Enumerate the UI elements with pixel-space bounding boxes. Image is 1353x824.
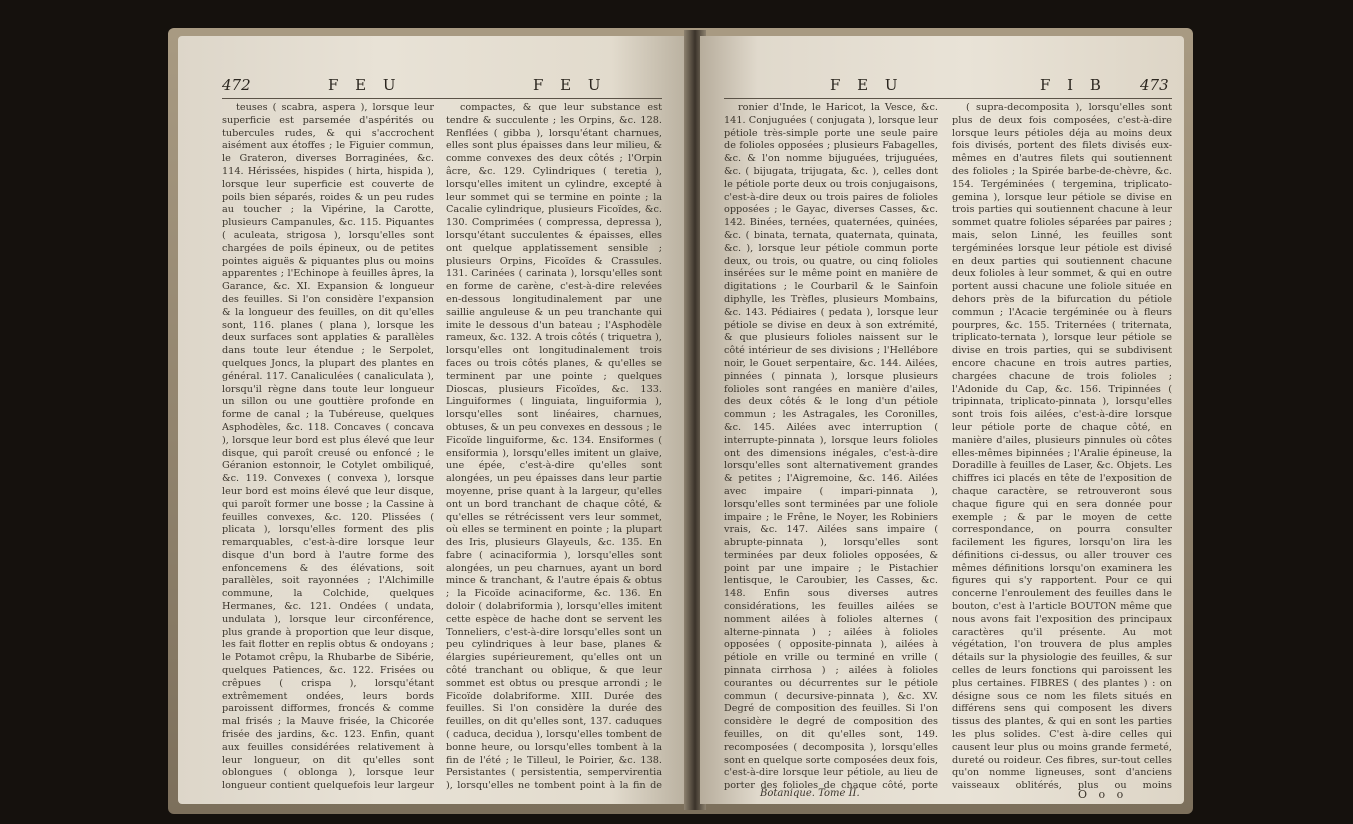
signature-mark: O o o <box>1078 788 1128 801</box>
footer-volume: Botanique. Tome II. <box>760 788 860 799</box>
right-page <box>700 36 1184 804</box>
left-running-head-1: F E U <box>328 76 402 94</box>
left-column-1 <box>222 102 434 792</box>
right-header-rule <box>724 98 1172 99</box>
left-column-1-text: teuses ( scabra, aspera ), lorsque leur superficie est parsemée d'aspérités ou tubercules rudes, & qui s'accrochent aisément aux étoffes ; le Figuier commun, le Grateron, diverses Borraginées, &c. 114. Hérissées, hispides ( hirta, hispida ), lorsque leur superficie est couverte de poils bien séparés, roides & un peu rudes au toucher ; la Vipérine, la Carotte, plusieurs Campanules, &c. 115. Piquantes ( aculeata, strigosa ), lorsqu'elles sont chargées de poils épineux, ou de petites pointes aiguës & piquantes plus ou moins apparentes ; l'Echinope à feuilles âpres, la Garance, &c. XI. Expansion & longueur des feuilles. Si l'on considère l'expansion & la longueur des feuilles, on dit qu'elles sont, 116. planes ( plana ), lorsque les deux surfaces sont applaties & parallèles dans toute leur étendue ; le Serpolet, quelques Joncs, la plupart des plantes en général. 117. Canaliculées ( canaliculata ), lorsqu'il règne dans toute leur longueur un sillon ou une gouttière profonde en forme de canal ; la Tubéreuse, quelques Asphodèles, &c. 118. Concaves ( concava ), lorsque leur bord est plus élevé que leur disque, qui paroît creusé ou enfoncé ; le Géranion estonnoir, le Cotylet ombiliqué, &c. 119. Convexes ( convexa ), lorsque leur bord est moins élevé que leur disque, qui paroît former une bosse ; la Cassine à feuilles convexes, &c. 120. Plissées ( plicata ), lorsqu'elles forment des plis remarquables, c'est-à-dire lorsque leur disque d'un bord à l'autre forme des enfoncemens & des élévations, soit parallèles, soit rayonnées ; l'Alchimille commune, la Colchide, quelques Hermanes, &c. 121. Ondées ( undata, undulata ), lorsque leur circonférence, plus grande à proportion que leur disque, les fait flotter en replis obtus & ondoyans ; le Potamot crêpu, la Rhubarbe de Sibérie, quelques Patiences, &c. 122. Frisées ou crêpues ( crispa ), lorsqu'étant extrêmement ondées, leurs bords paroissent difformes, froncés & comme mal frisés ; la Mauve frisée, la Chicorée frisée des jardins, &c. 123. Enfin, quant aux feuilles considérées relativement à leur longueur, on dit qu'elles sont oblongues ( oblonga ), lorsque leur longueur contient quelquefois leur largeur <box>222 102 434 792</box>
left-page-number: 472 <box>222 76 251 94</box>
right-column-1-text: ronier d'Inde, le Haricot, la Vesce, &c. 141. Conjuguées ( conjugata ), lorsque leur pétiole très-simple porte une seule paire de folioles opposées ; plusieurs Fabagelles, &c. & l'on nomme bijuguées, trijuguées, &c. ( bijugata, trijugata, &c. ), celles dont le pétiole porte deux ou trois conjugaisons, c'est-à-dire deux ou trois paires de folioles opposées ; le Gayac, diverses Casses, &c. 142. Binées, ternées, quaternées, quinées, &c. ( binata, ternata, quaternata, quinata, &c. ), lorsque leur pétiole commun porte deux, ou trois, ou quatre, ou cinq folioles insérées sur le même point en manière de digitations ; le Courbaril & le Sainfoin diphylle, les Trèfles, plusieurs Mombains, &c. 143. Pédiaires ( pedata ), lorsque leur pétiole se divise en deux à son extrémité, & que plusieurs folioles naissent sur le côté intérieur de ses divisions ; l'Hellébore noir, le Gouet serpentaire, &c. 144. Ailées, pinnées ( pinnata ), lorsque plusieurs folioles sont rangées en manière d'ailes, des deux côtés & le long d'un pétiole commun ; les Astragales, les Coronilles, &c. 145. Ailées avec interruption ( interrupte-pinnata ), lorsque leurs folioles ont des dimensions inégales, c'est-à-dire lorsqu'elles sont alternativement grandes & petites ; l'Aigremoine, &c. 146. Ailées avec impaire ( impari-pinnata ), lorsqu'elles sont terminées par une foliole impaire ; le Frêne, le Noyer, les Robiniers vrais, &c. 147. Ailées sans impaire ( abrupte-pinnata ), lorsqu'elles sont terminées par deux folioles opposées, & point par une impaire ; le Pistachier lentisque, le Caroubier, les Casses, &c. 148. Enfin sous diverses autres considérations, les feuilles ailées se nomment ailées à folioles alternes ( alterne-pinnata ) ; ailées à folioles opposées ( opposite-pinnata ), ailées à pétiole en vrille ou terminé en vrille ( pinnata cirrhosa ) ; ailées à folioles courantes ou décurrentes sur le pétiole commun ( decursive-pinnata ), &c. XV. Degré de composition des feuilles. Si l'on considère le degré de composition des feuilles, on dit qu'elles sont, 149. recomposées ( decomposita ), lorsqu'elles sont en quelque sorte composées deux fois, c'est-à-dire lorsque leur pétiole, au lieu de porter des folioles de chaque côté, porte <box>724 102 938 792</box>
left-running-head-2: F E U <box>533 76 607 94</box>
right-column-1 <box>724 102 938 792</box>
left-header <box>178 76 688 100</box>
right-running-head-fib: F I B <box>1040 76 1107 94</box>
right-header <box>700 76 1184 100</box>
left-column-2 <box>446 102 662 792</box>
right-column-2 <box>952 102 1172 792</box>
right-page-number: 473 <box>1140 76 1169 94</box>
right-column-2-text: ( supra-decomposita ), lorsqu'elles sont plus de deux fois composées, c'est-à-dire lorsque leurs pétioles déja au moins deux fois divisés, portent des filets divisés eux-mêmes en d'autres filets qui soutiennent des folioles ; la Spirée barbe-de-chèvre, &c. 154. Tergéminées ( tergemina, triplicato-gemina ), lorsque leur pétiole se divise en trois parties qui soutiennent chacune à leur sommet quatre folioles séparées par paires ; mais, selon Linné, les feuilles sont tergéminées lorsque leur pétiole est divisé en deux parties qui soutiennent chacune deux folioles à leur sommet, & qui en outre portent aussi chacune une foliole située en dehors près de la bifurcation du pétiole commun ; l'Acacie tergéminée ou à fleurs pourpres, &c. 155. Triternées ( triternata, triplicato-ternata ), lorsque leur pétiole se divise en trois parties, qui se subdivisent encore chacune en trois autres parties, chargées chacune de trois folioles ; l'Adonide du Cap, &c. 156. Tripinnées ( tripinnata, triplicato-pinnata ), lorsqu'elles sont trois fois ailées, c'est-à-dire lorsque leur pétiole porte de chaque côté, en manière d'ailes, plusieurs pinnules où côtes elles-mêmes bipinnées ; l'Aralie épineuse, la Doradille à feuilles de Laser, &c. Objets. Les chiffres ici placés en tête de l'exposition de chaque caractère, se retrouveront sous chaque figure qui en sera donnée pour exemple ; & par le moyen de cette correspondance, on pourra consulter facilement les figures, lorsqu'on lira les définitions ci-dessus, ou aller trouver ces mêmes définitions lorsqu'on examinera les figures qui s'y rapportent. Pour ce qui concerne l'enroulement des feuilles dans le bouton, c'est à l'article BOUTON même que nous avons fait l'exposition des principaux caractères qu'il présente. Au mot végétation, l'on trouvera de plus amples détails sur la physiologie des feuilles, & sur celles de leurs fonctions qui paroissent les plus certaines. FIBRES ( des plantes ) : on désigne sous ce nom les filets situés en différens sens qui composent les divers tissus des plantes, & qui en sont les parties les plus solides. C'est à-dire celles qui causent leur plus ou moins grande fermeté, dureté ou roideur. Ces fibres, sur-tout celles qu'on nomme ligneuses, sont d'anciens vaisseaux oblitérés, plus ou moins <box>952 102 1172 792</box>
left-header-rule <box>222 98 662 99</box>
right-running-head-feu: F E U <box>830 76 904 94</box>
left-column-2-text: compactes, & que leur substance est tendre & succulente ; les Orpins, &c. 128. Renflées ( gibba ), lorsqu'étant charnues, elles sont plus épaisses dans leur milieu, & comme convexes des deux côtés ; l'Orpin âcre, &c. 129. Cylindriques ( teretia ), lorsqu'elles imitent un cylindre, excepté à leur sommet qui se termine en pointe ; la Cacalie cylindrique, plusieurs Ficoïdes, &c. 130. Comprimées ( compressa, depressa ), lorsqu'étant succulentes & épaisses, elles ont quelque applatissement sensible ; plusieurs Orpins, Ficoïdes & Crassules. 131. Carinées ( carinata ), lorsqu'elles sont en forme de carène, c'est-à-dire relevées en-dessous longitudinalement par une saillie anguleuse & un peu tranchante qui imite le dessous d'un bateau ; l'Asphodèle rameux, &c. 132. A trois côtés ( triquetra ), lorsqu'elles ont longitudinalement trois faces ou trois côtés planes, & qu'elles se terminent par une pointe ; quelques Dioscas, plusieurs Ficoïdes, &c. 133. Linguiformes ( linguiata, linguiformia ), lorsqu'elles sont linéaires, charnues, obtuses, & un peu convexes en dessous ; le Ficoïde linguiforme, &c. 134. Ensiformes ( ensiformia ), lorsqu'elles imitent un glaive, une épée, c'est-à-dire qu'elles sont alongées, un peu épaisses dans leur partie moyenne, prise quant à la largeur, qu'elles ont un bord tranchant de chaque côté, & qu'elles se rétrécissent vers leur sommet, où elles se terminent en pointe ; la plupart des Iris, plusieurs Glayeuls, &c. 135. En fabre ( acinaciformia ), lorsqu'elles sont alongées, un peu charnues, ayant un bord mince & tranchant, & l'autre épais & obtus ; la Ficoïde acinaciforme, &c. 136. En doloir ( dolabriformia ), lorsqu'elles imitent cette espèce de hache dont se servent les Tonneliers, c'est-à-dire lorsqu'elles sont un peu cylindriques à leur base, planes & élargies supérieurement, qu'elles ont un côté tranchant ou oblique, & que leur sommet est obtus ou presque arrondi ; le Ficoïde dolabriforme. XIII. Durée des feuilles. Si l'on considère la durée des feuilles, on dit qu'elles sont, 137. caduques ( caduca, decidua ), lorsqu'elles tombent de bonne heure, ou lorsqu'elles tombent à la fin de l'été ; le Tilleul, le Poirier, &c. 138. Persistantes ( persistentia, sempervirentia ), lorsqu'elles ne tombent point à la fin de <box>446 102 662 792</box>
left-page <box>178 36 688 804</box>
